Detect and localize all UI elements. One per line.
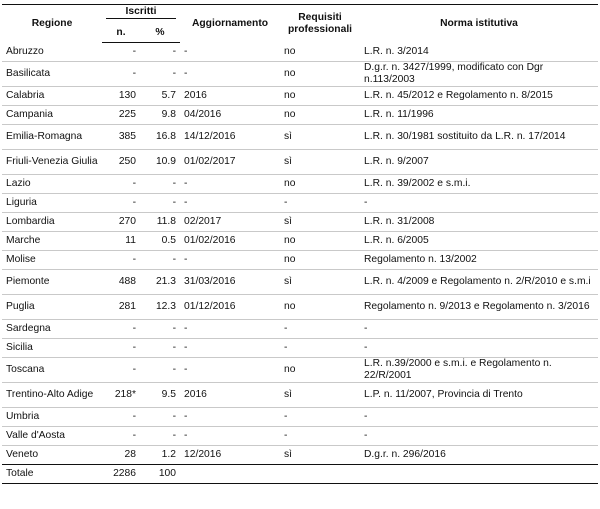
cell-aggiornamento: - [184,342,188,353]
cell-requisiti: no [284,254,296,265]
cell-norma: - [364,323,368,334]
cell-aggiornamento: - [184,254,188,265]
cell-requisiti: - [284,430,288,441]
cell-n: - [132,254,136,265]
cell-requisiti: no [284,178,296,189]
cell-n: 11 [125,235,136,246]
cell-pct: - [172,323,176,334]
cell-requisiti: sì [284,276,293,287]
cell-requisiti: - [284,197,288,208]
cell-requisiti: sì [284,131,293,142]
table-row [2,175,598,194]
cell-pct: 1.2 [161,449,176,460]
cell-aggiornamento: - [184,411,188,422]
cell-pct: - [172,411,176,422]
cell-pct: 9.8 [161,109,176,120]
cell-regione: Abruzzo [6,45,44,57]
cell-regione: Calabria [6,90,45,101]
cell-aggiornamento: - [184,430,188,441]
table-row [2,408,598,427]
cell-n: - [132,68,136,79]
cell-regione: Sardegna [6,323,51,334]
cell-requisiti: no [284,45,296,57]
total-pct: 100 [158,468,176,479]
cell-requisiti: sì [284,216,293,227]
table-row [2,270,598,295]
cell-requisiti: no [284,68,296,79]
cell-requisiti: - [284,342,288,353]
cell-norma: L.R. n. 6/2005 [364,235,429,246]
cell-pct: 10.9 [155,156,176,167]
cell-regione: Umbria [6,411,40,422]
cell-regione: Veneto [6,449,39,460]
header-regione: Regione [31,17,73,29]
cell-norma: Regolamento n. 9/2013 e Regolamento n. 3/2016 [364,301,590,312]
table-row [2,150,598,175]
cell-norma: D.g.r. n. 296/2016 [364,449,446,460]
cell-pct: - [172,46,176,57]
header-requisiti-line2: professionali [287,23,353,35]
cell-regione: Campania [6,109,53,120]
cell-n: 488 [118,276,136,287]
header-n: n. [102,24,140,43]
cell-norma: L.R. n. 30/1981 sostituito da L.R. n. 17/2014 [364,131,566,142]
cell-pct: 16.8 [155,131,176,142]
cell-aggiornamento: - [184,323,188,334]
table-row [2,427,598,446]
cell-norma: L.R. n. 9/2007 [364,156,429,167]
cell-regione: Piemonte [6,276,50,287]
total-norma-empty [360,465,598,484]
cell-norma: Regolamento n. 13/2002 [364,254,477,265]
cell-pct: 11.8 [156,216,176,227]
table-row [2,62,598,87]
regional-registry-table [2,4,598,484]
cell-aggiornamento: - [184,68,188,79]
cell-requisiti: - [284,411,288,422]
total-label: Totale [6,468,34,479]
total-n: 2286 [113,468,136,479]
header-iscritti [102,5,180,25]
table-row [2,213,598,232]
header-iscritti-label: Iscritti [106,6,176,19]
cell-norma: L.R. n. 31/2008 [364,216,435,227]
cell-pct: 5.7 [161,90,176,101]
cell-n: 225 [118,109,136,120]
cell-norma: - [364,342,368,353]
cell-pct: 12.3 [155,301,176,312]
cell-norma: L.R. n. 11/1996 [364,109,434,120]
cell-norma: L.R. n. 3/2014 [364,45,429,57]
cell-pct: 21.3 [155,276,176,287]
cell-n: 130 [118,90,136,101]
table-row [2,87,598,106]
cell-aggiornamento: 2016 [184,389,207,400]
header-requisiti [280,5,360,43]
cell-pct: 0.5 [161,235,176,246]
cell-norma: L.P. n. 11/2007, Provincia di Trento [364,389,523,400]
total-row [2,465,598,484]
cell-regione: Lombardia [6,216,55,227]
cell-aggiornamento: 04/2016 [184,109,222,120]
cell-aggiornamento: - [184,178,188,189]
table-row [2,43,598,62]
header-pct: % [140,24,180,43]
cell-aggiornamento: - [184,197,188,208]
cell-n: - [132,46,136,57]
cell-regione: Trentino-Alto Adige [6,389,94,400]
cell-requisiti: - [284,323,288,334]
cell-n: - [132,411,136,422]
cell-n: 218* [114,389,136,400]
cell-norma: L.R. n. 4/2009 e Regolamento n. 2/R/2010 e s.m.i [364,276,591,287]
header-aggiornamento: Aggiornamento [191,17,269,29]
cell-norma: - [364,411,368,422]
table-row [2,194,598,213]
cell-regione: Molise [6,254,36,265]
cell-aggiornamento: 2016 [184,90,207,101]
cell-requisiti: sì [284,449,293,460]
cell-aggiornamento: 01/02/2016 [184,235,236,246]
table-row [2,106,598,125]
header-norma: Norma istitutiva [440,17,518,29]
cell-requisiti: no [284,90,296,101]
cell-n: 250 [118,156,136,167]
cell-regione: Toscana [6,364,45,375]
cell-n: - [132,342,136,353]
cell-n: 281 [118,301,136,312]
cell-regione: Lazio [6,178,31,189]
cell-n: - [132,430,136,441]
cell-norma: L.R. n.39/2000 e s.m.i. e Regolamento n. 22/R/2001 [364,358,552,381]
cell-requisiti: sì [284,389,293,400]
cell-n: - [132,178,136,189]
cell-aggiornamento: 12/2016 [184,449,222,460]
cell-pct: 9.5 [161,389,176,400]
cell-norma: - [364,197,368,208]
total-agg-empty [180,465,280,484]
cell-regione: Basilicata [6,68,51,79]
cell-requisiti: no [284,235,296,246]
cell-n: 28 [124,449,136,460]
cell-regione: Friuli-Venezia Giulia [6,156,98,167]
cell-n: 385 [118,131,136,142]
cell-aggiornamento: 14/12/2016 [184,131,236,142]
cell-aggiornamento: 31/03/2016 [184,276,236,287]
cell-regione: Sicilia [6,342,33,353]
cell-requisiti: no [284,109,296,120]
cell-norma: D.g.r. n. 3427/1999, modificato con Dgr n.113/2003 [364,62,544,85]
cell-pct: - [172,178,176,189]
table-row [2,295,598,320]
cell-pct: - [172,342,176,353]
cell-norma: L.R. n. 45/2012 e Regolamento n. 8/2015 [364,90,553,101]
cell-aggiornamento: 02/2017 [184,216,222,227]
table-row [2,232,598,251]
cell-regione: Liguria [6,197,37,208]
cell-pct: - [172,68,176,79]
cell-pct: - [172,430,176,441]
cell-n: - [132,323,136,334]
cell-n: - [132,197,136,208]
table-row [2,251,598,270]
cell-norma: - [364,430,368,441]
total-req-empty [280,465,360,484]
cell-n: - [132,364,136,375]
table-row [2,446,598,465]
cell-aggiornamento: - [184,45,188,57]
cell-requisiti: sì [284,156,293,167]
cell-pct: - [172,364,176,375]
cell-regione: Puglia [6,301,35,312]
table-row [2,358,598,383]
cell-regione: Emilia-Romagna [6,131,83,142]
cell-norma: L.R. n. 39/2002 e s.m.i. [364,178,471,189]
cell-pct: - [172,254,176,265]
cell-regione: Valle d'Aosta [6,430,66,441]
cell-n: 270 [118,216,136,227]
cell-aggiornamento: 01/02/2017 [184,156,236,167]
cell-pct: - [172,197,176,208]
table-row [2,125,598,150]
table-body [2,43,598,465]
cell-regione: Marche [6,235,41,246]
table-row [2,320,598,339]
cell-requisiti: no [284,364,296,375]
cell-requisiti: no [284,301,296,312]
cell-aggiornamento: 01/12/2016 [184,301,236,312]
table-row [2,383,598,408]
table-row [2,339,598,358]
cell-aggiornamento: - [184,364,188,375]
header-requisiti-line1: Requisiti [298,11,342,23]
